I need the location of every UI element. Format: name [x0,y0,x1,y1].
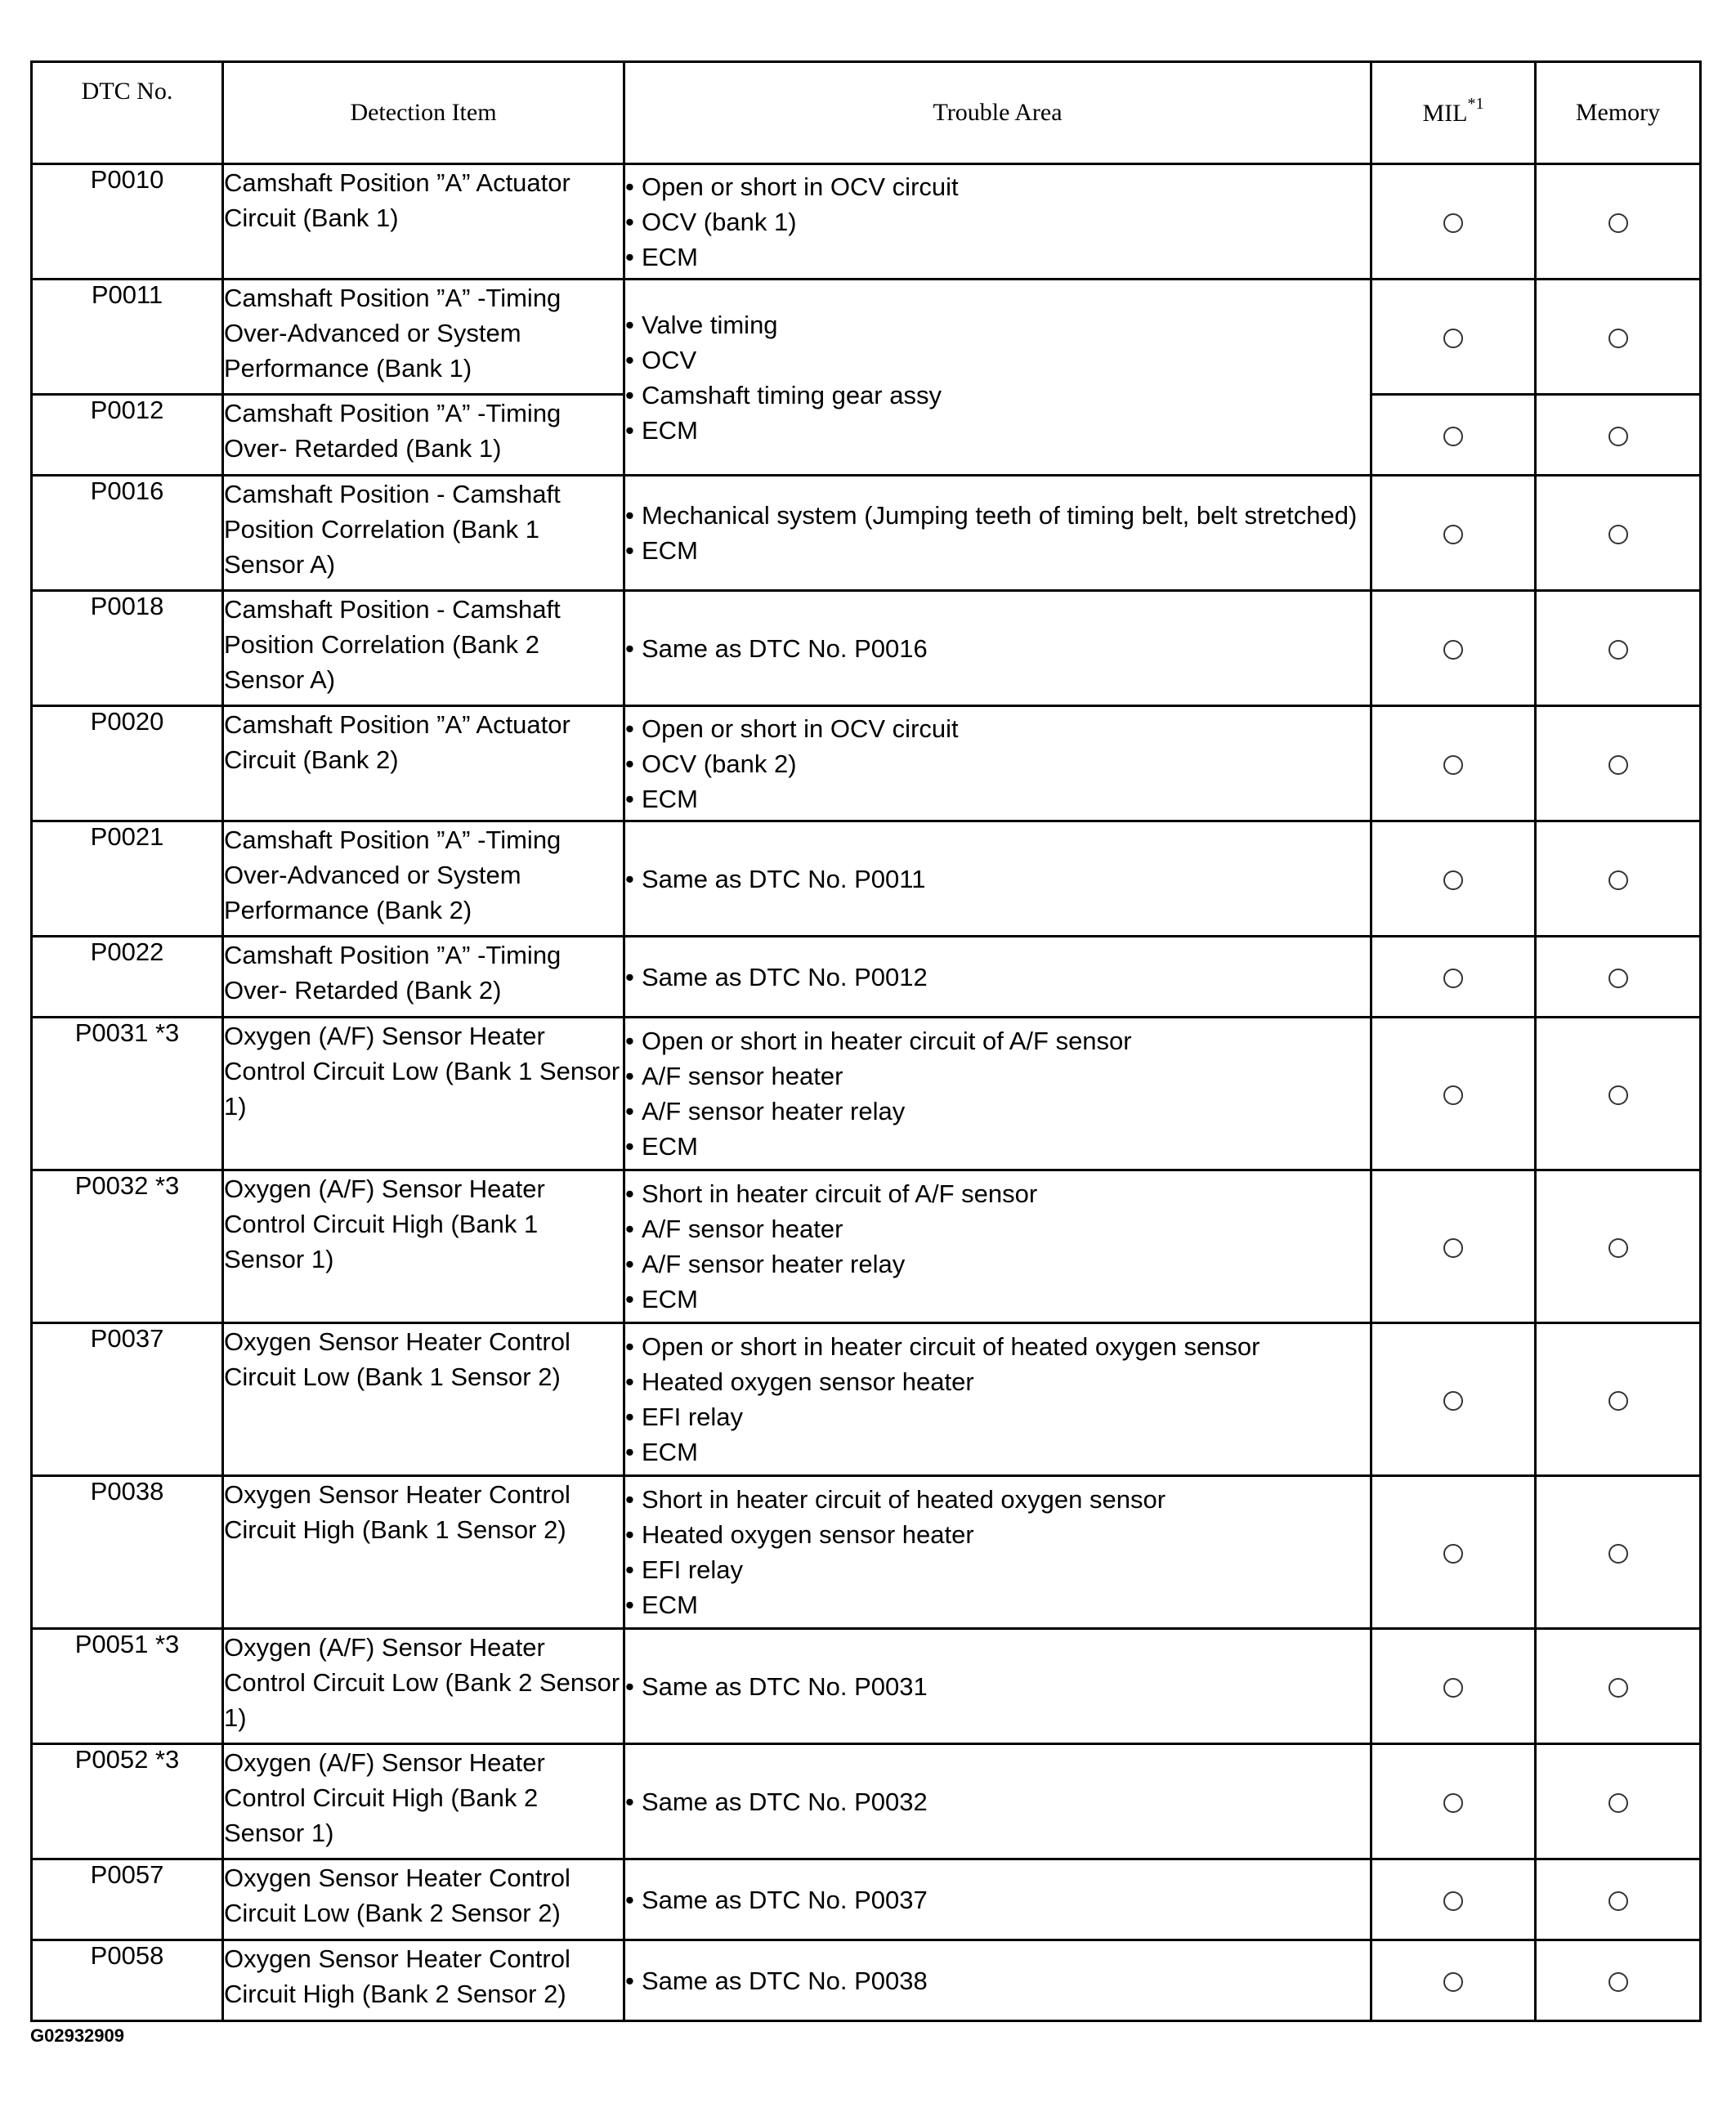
dtc-number: P0016 [32,476,223,591]
memory-circle-icon [1608,427,1628,446]
trouble-area-item: • ECM [625,239,1370,275]
table-row [32,706,1701,821]
trouble-area-item: • Valve timing [625,307,1370,342]
trouble-area-item: • Same as DTC No. P0011 [625,861,1370,897]
memory-circle-icon [1608,213,1628,233]
trouble-area [624,937,1371,1018]
trouble-area-list [625,631,1370,666]
mil-cell [1371,937,1536,1018]
trouble-area-item: • Open or short in heater circuit of heated oxygen sensor [625,1329,1370,1364]
dtc-number: P0058 [32,1940,223,2021]
mil-cell [1371,591,1536,706]
detection-item: Oxygen (A/F) Sensor Heater Control Circuit Low (Bank 1 Sensor 1) [223,1018,624,1170]
memory-cell [1536,476,1701,591]
memory-cell [1536,1859,1701,1940]
table-row [32,280,1701,395]
table-row [32,937,1701,1018]
table-row [32,1744,1701,1859]
trouble-area-item: • EFI relay [625,1399,1370,1434]
trouble-area-list [625,711,1370,817]
mil-circle-icon [1443,1972,1463,1992]
mil-circle-icon [1443,1391,1463,1411]
memory-cell [1536,821,1701,937]
dtc-number: P0031 *3 [32,1018,223,1170]
detection-item: Oxygen (A/F) Sensor Heater Control Circuit Low (Bank 2 Sensor 1) [223,1629,624,1744]
trouble-area [624,1018,1371,1170]
header-trouble-area: Trouble Area [624,62,1371,164]
trouble-area-item: • ECM [625,1587,1370,1622]
trouble-area-item: • A/F sensor heater [625,1058,1370,1094]
mil-cell [1371,706,1536,821]
trouble-area-item: • Same as DTC No. P0037 [625,1882,1370,1917]
table-row [32,1629,1701,1744]
mil-cell [1371,1940,1536,2021]
trouble-area [624,280,1371,476]
detection-item: Camshaft Position ”A” Actuator Circuit (Bank 2) [223,706,624,821]
detection-item: Oxygen Sensor Heater Control Circuit Low (Bank 2 Sensor 2) [223,1859,624,1940]
detection-item: Oxygen Sensor Heater Control Circuit High (Bank 1 Sensor 2) [223,1476,624,1629]
mil-cell [1371,1170,1536,1323]
mil-circle-icon [1443,870,1463,890]
detection-item: Camshaft Position ”A” -Timing Over-Advanced or System Performance (Bank 1) [223,280,624,395]
trouble-area [624,1170,1371,1323]
memory-cell [1536,1940,1701,2021]
dtc-number: P0022 [32,937,223,1018]
table-row [32,1323,1701,1476]
trouble-area-list [625,861,1370,897]
detection-item: Oxygen Sensor Heater Control Circuit High (Bank 2 Sensor 2) [223,1940,624,2021]
trouble-area-list [625,1023,1370,1164]
dtc-number: P0038 [32,1476,223,1629]
dtc-number: P0011 [32,280,223,395]
mil-circle-icon [1443,213,1463,233]
dtc-number: P0052 *3 [32,1744,223,1859]
trouble-area-list [625,1176,1370,1317]
memory-circle-icon [1608,525,1628,544]
dtc-number: P0020 [32,706,223,821]
mil-cell [1371,280,1536,395]
mil-circle-icon [1443,1891,1463,1911]
table-row [32,821,1701,937]
mil-cell [1371,395,1536,476]
trouble-area-list [625,1669,1370,1704]
detection-item: Oxygen Sensor Heater Control Circuit Low (Bank 1 Sensor 2) [223,1323,624,1476]
dtc-table [30,60,1702,2022]
trouble-area-list [625,307,1370,448]
header-dtc-no: DTC No. [32,62,223,164]
memory-circle-icon [1608,1891,1628,1911]
detection-item: Oxygen (A/F) Sensor Heater Control Circuit High (Bank 2 Sensor 1) [223,1744,624,1859]
trouble-area-item: • A/F sensor heater [625,1211,1370,1246]
memory-cell [1536,1476,1701,1629]
trouble-area-item: • Open or short in OCV circuit [625,169,1370,204]
table-row [32,591,1701,706]
dtc-number: P0018 [32,591,223,706]
dtc-number: P0057 [32,1859,223,1940]
trouble-area-item: • Mechanical system (Jumping teeth of timing belt, belt stretched) [625,498,1370,533]
trouble-area-item: • ECM [625,1282,1370,1317]
memory-circle-icon [1608,755,1628,775]
memory-circle-icon [1608,969,1628,988]
header-mil-footnote: *1 [1467,95,1484,113]
memory-circle-icon [1608,870,1628,890]
trouble-area-item: • A/F sensor heater relay [625,1094,1370,1129]
mil-cell [1371,1323,1536,1476]
table-row [32,1018,1701,1170]
mil-circle-icon [1443,1085,1463,1105]
trouble-area-item: • Camshaft timing gear assy [625,378,1370,413]
mil-circle-icon [1443,1238,1463,1258]
trouble-area [624,476,1371,591]
memory-cell [1536,1323,1701,1476]
trouble-area-item: • EFI relay [625,1552,1370,1587]
detection-item: Camshaft Position - Camshaft Position Correlation (Bank 2 Sensor A) [223,591,624,706]
table-row [32,1476,1701,1629]
mil-circle-icon [1443,1544,1463,1564]
mil-cell [1371,821,1536,937]
trouble-area [624,1744,1371,1859]
trouble-area [624,1859,1371,1940]
trouble-area-item: • ECM [625,1434,1370,1470]
memory-cell [1536,706,1701,821]
trouble-area-item: • ECM [625,1129,1370,1164]
table-row [32,164,1701,280]
dtc-number: P0010 [32,164,223,280]
trouble-area-list [625,1482,1370,1622]
trouble-area-item: • Heated oxygen sensor heater [625,1517,1370,1552]
trouble-area [624,1629,1371,1744]
detection-item: Camshaft Position ”A” -Timing Over-Advanced or System Performance (Bank 2) [223,821,624,937]
trouble-area [624,164,1371,280]
table-header [32,62,1701,164]
memory-circle-icon [1608,1544,1628,1564]
trouble-area-item: • ECM [625,781,1370,817]
trouble-area-item: • Open or short in OCV circuit [625,711,1370,746]
trouble-area [624,1476,1371,1629]
trouble-area-item: • OCV [625,342,1370,378]
trouble-area-list [625,498,1370,568]
trouble-area [624,1940,1371,2021]
mil-cell [1371,1629,1536,1744]
trouble-area-list [625,1329,1370,1470]
trouble-area-item: • Open or short in heater circuit of A/F sensor [625,1023,1370,1058]
memory-cell [1536,1629,1701,1744]
memory-circle-icon [1608,1391,1628,1411]
memory-cell [1536,1170,1701,1323]
dtc-number: P0051 *3 [32,1629,223,1744]
memory-circle-icon [1608,1678,1628,1698]
mil-cell [1371,476,1536,591]
trouble-area [624,591,1371,706]
mil-cell [1371,1018,1536,1170]
mil-circle-icon [1443,640,1463,660]
memory-cell [1536,1744,1701,1859]
trouble-area-item: • Short in heater circuit of heated oxygen sensor [625,1482,1370,1517]
mil-circle-icon [1443,1678,1463,1698]
mil-cell [1371,1476,1536,1629]
table-row [32,1859,1701,1940]
memory-circle-icon [1608,1972,1628,1992]
detection-item: Camshaft Position ”A” Actuator Circuit (Bank 1) [223,164,624,280]
mil-circle-icon [1443,1793,1463,1813]
mil-circle-icon [1443,525,1463,544]
trouble-area-item: • Short in heater circuit of A/F sensor [625,1176,1370,1211]
trouble-area-list [625,1882,1370,1917]
memory-cell [1536,280,1701,395]
trouble-area-list [625,960,1370,995]
trouble-area-item: • ECM [625,533,1370,568]
trouble-area-list [625,1784,1370,1819]
detection-item: Oxygen (A/F) Sensor Heater Control Circuit High (Bank 1 Sensor 1) [223,1170,624,1323]
trouble-area-list [625,169,1370,275]
detection-item: Camshaft Position - Camshaft Position Correlation (Bank 1 Sensor A) [223,476,624,591]
header-detection-item: Detection Item [223,62,624,164]
table-row [32,1940,1701,2021]
trouble-area-item: • Same as DTC No. P0038 [625,1963,1370,1998]
trouble-area-list [625,1963,1370,1998]
header-mil [1371,62,1536,164]
mil-circle-icon [1443,329,1463,348]
table-body [32,164,1701,2021]
memory-circle-icon [1608,640,1628,660]
header-row [32,62,1701,164]
dtc-number: P0021 [32,821,223,937]
table-row [32,476,1701,591]
header-memory: Memory [1536,62,1701,164]
detection-item: Camshaft Position ”A” -Timing Over- Retarded (Bank 1) [223,395,624,476]
memory-cell [1536,164,1701,280]
memory-circle-icon [1608,329,1628,348]
mil-circle-icon [1443,755,1463,775]
memory-cell [1536,937,1701,1018]
memory-cell [1536,395,1701,476]
trouble-area [624,821,1371,937]
detection-item: Camshaft Position ”A” -Timing Over- Retarded (Bank 2) [223,937,624,1018]
trouble-area-item: • Heated oxygen sensor heater [625,1364,1370,1399]
memory-circle-icon [1608,1085,1628,1105]
mil-circle-icon [1443,969,1463,988]
dtc-number: P0037 [32,1323,223,1476]
table-row [32,1170,1701,1323]
memory-circle-icon [1608,1238,1628,1258]
mil-cell [1371,164,1536,280]
trouble-area-item: • OCV (bank 2) [625,746,1370,781]
memory-circle-icon [1608,1793,1628,1813]
trouble-area-item: • OCV (bank 1) [625,204,1370,239]
mil-cell [1371,1744,1536,1859]
trouble-area-item: • A/F sensor heater relay [625,1246,1370,1282]
figure-id: G02932909 [30,2025,124,2046]
header-mil-label: MIL [1422,100,1468,127]
trouble-area-item: • Same as DTC No. P0016 [625,631,1370,666]
memory-cell [1536,1018,1701,1170]
mil-circle-icon [1443,427,1463,446]
trouble-area-item: • Same as DTC No. P0032 [625,1784,1370,1819]
trouble-area-item: • Same as DTC No. P0031 [625,1669,1370,1704]
dtc-number: P0032 *3 [32,1170,223,1323]
trouble-area [624,1323,1371,1476]
trouble-area-item: • ECM [625,413,1370,448]
memory-cell [1536,591,1701,706]
trouble-area [624,706,1371,821]
dtc-number: P0012 [32,395,223,476]
mil-cell [1371,1859,1536,1940]
trouble-area-item: • Same as DTC No. P0012 [625,960,1370,995]
